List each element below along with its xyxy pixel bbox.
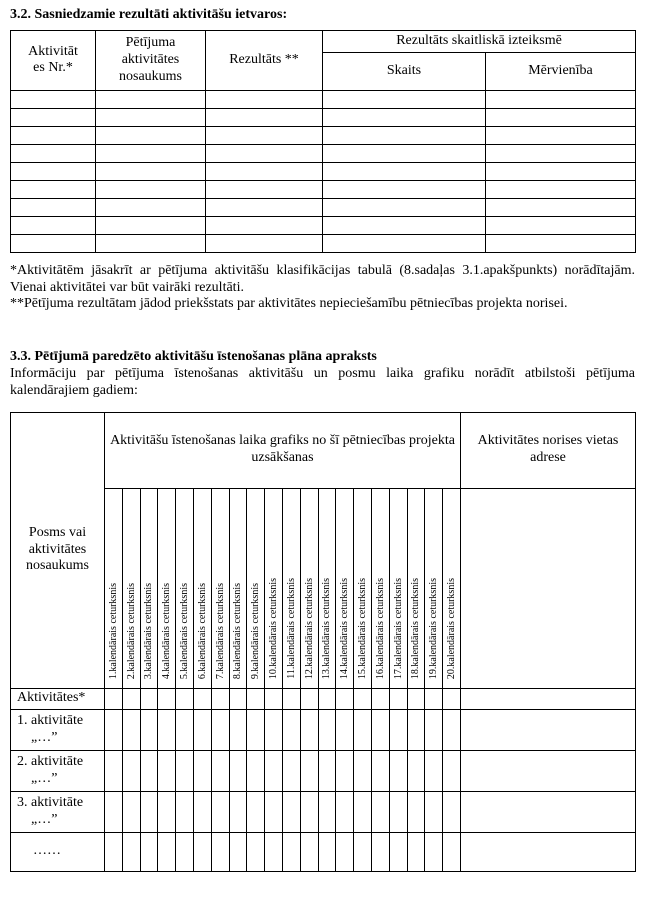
cell	[96, 126, 206, 144]
cell	[300, 750, 318, 791]
cell	[105, 832, 123, 871]
cell	[176, 750, 194, 791]
cell	[265, 832, 283, 871]
cell	[425, 750, 443, 791]
cell	[193, 709, 211, 750]
cell	[336, 709, 354, 750]
cell	[282, 750, 300, 791]
cell	[158, 750, 176, 791]
cell	[140, 791, 158, 832]
quarter-label-7: 7.kalendārais ceturksnis	[214, 582, 226, 679]
cell	[96, 90, 206, 108]
cell	[229, 750, 247, 791]
cell	[389, 709, 407, 750]
quarter-label-20: 20.kalendārais ceturksnis	[446, 577, 458, 679]
cell	[323, 144, 486, 162]
cell	[96, 198, 206, 216]
col-header-unit: Mērvienība	[486, 52, 636, 90]
cell	[265, 709, 283, 750]
quarter-label-1: 1.kalendārais ceturksnis	[107, 582, 119, 679]
cell	[425, 791, 443, 832]
quarter-label-2: 2.kalendārais ceturksnis	[125, 582, 137, 679]
cell	[247, 832, 265, 871]
cell	[486, 162, 636, 180]
activity-row-1	[11, 709, 636, 750]
cell	[354, 750, 372, 791]
cell	[323, 216, 486, 234]
cell	[282, 832, 300, 871]
empty-row	[11, 198, 636, 216]
empty-row	[11, 216, 636, 234]
cell	[193, 688, 211, 709]
footnote-1: *Aktivitātēm jāsakrīt ar pētījuma aktivitāšu klasifikācijas tabulā (8.sadaļas 3.1.apakšpunkts) norādītajām. Vienai aktivitātei var būt vairāki rezultāti.	[10, 262, 635, 295]
quarter-label-8: 8.kalendārais ceturksnis	[232, 582, 244, 679]
cell	[206, 126, 323, 144]
empty-row	[11, 162, 636, 180]
cell	[300, 688, 318, 709]
cell	[461, 832, 636, 871]
cell	[323, 234, 486, 252]
cell	[443, 832, 461, 871]
cell	[11, 216, 96, 234]
activity-2-label-cell	[11, 750, 105, 791]
cell	[323, 162, 486, 180]
cell	[486, 180, 636, 198]
cell	[265, 688, 283, 709]
activity-2-label: 2. aktivitāte	[17, 753, 84, 769]
ellipsis-label: ……	[33, 843, 61, 859]
cell	[282, 709, 300, 750]
cell	[140, 832, 158, 871]
quarter-cell	[247, 488, 265, 688]
cell	[300, 832, 318, 871]
quarter-header-row	[11, 488, 636, 688]
cell	[318, 791, 336, 832]
quarter-cell	[443, 488, 461, 688]
quarter-label-19: 19.kalendārais ceturksnis	[428, 577, 440, 679]
cell	[206, 108, 323, 126]
cell	[425, 709, 443, 750]
cell	[158, 688, 176, 709]
cell	[371, 688, 389, 709]
quarter-cell	[105, 488, 123, 688]
cell	[176, 688, 194, 709]
empty-row	[11, 180, 636, 198]
cell	[354, 688, 372, 709]
cell	[176, 791, 194, 832]
cell	[371, 791, 389, 832]
quarter-cell	[265, 488, 283, 688]
cell	[206, 198, 323, 216]
empty-row	[11, 108, 636, 126]
schedule-header-row	[11, 412, 636, 488]
quarter-cell	[371, 488, 389, 688]
cell	[176, 709, 194, 750]
cell	[122, 832, 140, 871]
cell	[158, 832, 176, 871]
empty-row	[11, 90, 636, 108]
quarter-cell	[158, 488, 176, 688]
quarter-cell	[425, 488, 443, 688]
section-3-2-heading: 3.2. Sasniedzamie rezultāti aktivitāšu ietvaros:	[10, 7, 288, 22]
cell	[96, 180, 206, 198]
cell	[105, 709, 123, 750]
cell	[354, 791, 372, 832]
cell	[371, 832, 389, 871]
cell	[407, 688, 425, 709]
cell	[211, 688, 229, 709]
quarter-label-14: 14.kalendārais ceturksnis	[339, 577, 351, 679]
quarter-label-12: 12.kalendārais ceturksnis	[303, 577, 315, 679]
quarter-label-16: 16.kalendārais ceturksnis	[374, 577, 386, 679]
cell	[122, 688, 140, 709]
cell	[486, 216, 636, 234]
cell	[96, 144, 206, 162]
cell	[193, 750, 211, 791]
cell	[206, 216, 323, 234]
cell	[247, 709, 265, 750]
quarter-cell	[354, 488, 372, 688]
col-header-result: Rezultāts **	[206, 30, 323, 90]
cell	[96, 216, 206, 234]
quarter-cell	[336, 488, 354, 688]
col-header-activity-nr	[11, 30, 96, 90]
quarter-label-13: 13.kalendārais ceturksnis	[321, 577, 333, 679]
empty-row	[11, 126, 636, 144]
cell	[486, 108, 636, 126]
quarter-label-9: 9.kalendārais ceturksnis	[250, 582, 262, 679]
cell	[323, 180, 486, 198]
schedule-table	[10, 412, 636, 872]
cell	[206, 144, 323, 162]
cell	[443, 688, 461, 709]
results-table	[10, 30, 636, 253]
cell	[486, 144, 636, 162]
cell	[193, 832, 211, 871]
cell	[211, 832, 229, 871]
quarter-cell	[193, 488, 211, 688]
ellipsis-label-cell	[11, 832, 105, 871]
cell	[96, 108, 206, 126]
cell	[389, 750, 407, 791]
cell	[122, 791, 140, 832]
cell	[389, 791, 407, 832]
quarter-cell	[140, 488, 158, 688]
cell	[425, 688, 443, 709]
quarter-cell	[407, 488, 425, 688]
activity-3-label: 3. aktivitāte	[17, 794, 84, 810]
cell	[300, 709, 318, 750]
results-table-header-row-1	[11, 30, 636, 52]
quarter-label-10: 10.kalendārais ceturksnis	[268, 577, 280, 679]
cell	[486, 198, 636, 216]
quarter-label-4: 4.kalendārais ceturksnis	[161, 582, 173, 679]
cell	[206, 90, 323, 108]
cell	[158, 791, 176, 832]
col-header-schedule-group: Aktivitāšu īstenošanas laika grafiks no šī pētniecības projekta uzsākšanas	[105, 412, 461, 488]
cell	[323, 108, 486, 126]
quarter-label-17: 17.kalendārais ceturksnis	[392, 577, 404, 679]
activity-1-quotes: „…”	[31, 729, 58, 745]
activities-section-label: Aktivitātes*	[11, 688, 105, 709]
quarter-label-6: 6.kalendārais ceturksnis	[196, 582, 208, 679]
empty-row	[11, 144, 636, 162]
cell	[105, 688, 123, 709]
cell	[282, 791, 300, 832]
cell	[96, 234, 206, 252]
cell	[336, 791, 354, 832]
activity-1-label: 1. aktivitāte	[17, 712, 84, 728]
quarter-label-15: 15.kalendārais ceturksnis	[357, 577, 369, 679]
quarter-cell	[282, 488, 300, 688]
cell	[336, 750, 354, 791]
cell	[443, 791, 461, 832]
cell	[11, 108, 96, 126]
cell	[211, 791, 229, 832]
cell	[140, 709, 158, 750]
section-3-3-intro: Informāciju par pētījuma īstenošanas aktivitāšu un posmu laika grafiku norādīt atbilstoši pētījuma kalendārajiem gadiem:	[10, 365, 635, 398]
activity-row-2	[11, 750, 636, 791]
cell	[105, 750, 123, 791]
cell	[461, 688, 636, 709]
cell	[407, 750, 425, 791]
cell	[318, 750, 336, 791]
cell	[486, 90, 636, 108]
cell	[206, 234, 323, 252]
ellipsis-row	[11, 832, 636, 871]
quarter-cell	[318, 488, 336, 688]
quarter-label-18: 18.kalendārais ceturksnis	[410, 577, 422, 679]
quarter-cell	[122, 488, 140, 688]
cell	[443, 709, 461, 750]
cell	[11, 180, 96, 198]
cell	[105, 791, 123, 832]
quarter-label-11: 11.kalendārais ceturksnis	[285, 578, 297, 679]
cell	[323, 90, 486, 108]
cell	[389, 688, 407, 709]
cell	[389, 832, 407, 871]
activity-3-label-cell	[11, 791, 105, 832]
cell	[140, 750, 158, 791]
col-header-activity-nr-line1: Aktivitāt	[28, 43, 78, 59]
quarter-cell	[229, 488, 247, 688]
cell	[247, 750, 265, 791]
cell	[354, 709, 372, 750]
cell	[461, 750, 636, 791]
cell	[206, 180, 323, 198]
cell	[229, 688, 247, 709]
cell	[158, 709, 176, 750]
cell	[443, 750, 461, 791]
activity-3-quotes: „…”	[31, 811, 58, 827]
cell	[265, 750, 283, 791]
cell	[486, 126, 636, 144]
cell	[323, 126, 486, 144]
address-header-empty-cell	[461, 488, 636, 688]
footnote-2: **Pētījuma rezultātam jādod priekšstats par aktivitātes nepieciešamību pētniecības projekta norisei.	[10, 296, 568, 312]
cell	[371, 750, 389, 791]
col-header-activity-name: Pētījuma aktivitātes nosaukums	[96, 30, 206, 90]
cell	[211, 709, 229, 750]
cell	[282, 688, 300, 709]
cell	[318, 832, 336, 871]
quarter-cell	[300, 488, 318, 688]
cell	[211, 750, 229, 791]
col-header-numeric-group: Rezultāts skaitliskā izteiksmē	[323, 30, 636, 52]
cell	[371, 709, 389, 750]
cell	[11, 234, 96, 252]
quarter-cell	[389, 488, 407, 688]
cell	[229, 791, 247, 832]
cell	[193, 791, 211, 832]
cell	[425, 832, 443, 871]
cell	[122, 709, 140, 750]
quarter-cell	[176, 488, 194, 688]
col-header-activity-nr-line2: es Nr.*	[33, 60, 73, 76]
cell	[354, 832, 372, 871]
quarter-label-3: 3.kalendārais ceturksnis	[143, 582, 155, 679]
activity-row-3	[11, 791, 636, 832]
cell	[336, 688, 354, 709]
cell	[11, 162, 96, 180]
cell	[407, 791, 425, 832]
cell	[11, 90, 96, 108]
cell	[229, 709, 247, 750]
cell	[122, 750, 140, 791]
quarter-cell	[211, 488, 229, 688]
activity-1-label-cell	[11, 709, 105, 750]
cell	[486, 234, 636, 252]
activity-2-quotes: „…”	[31, 770, 58, 786]
cell	[336, 832, 354, 871]
col-header-count: Skaits	[323, 52, 486, 90]
cell	[247, 791, 265, 832]
cell	[11, 144, 96, 162]
cell	[206, 162, 323, 180]
cell	[461, 791, 636, 832]
col-header-phase: Posms vai aktivitātes nosaukums	[11, 412, 105, 688]
cell	[407, 709, 425, 750]
cell	[461, 709, 636, 750]
cell	[300, 791, 318, 832]
section-3-3-heading: 3.3. Pētījumā paredzēto aktivitāšu īstenošanas plāna apraksts	[10, 349, 377, 365]
empty-row	[11, 234, 636, 252]
quarter-label-5: 5.kalendārais ceturksnis	[179, 582, 191, 679]
cell	[318, 709, 336, 750]
cell	[11, 126, 96, 144]
cell	[140, 688, 158, 709]
cell	[323, 198, 486, 216]
cell	[407, 832, 425, 871]
cell	[11, 198, 96, 216]
cell	[318, 688, 336, 709]
cell	[229, 832, 247, 871]
cell	[96, 162, 206, 180]
activities-section-row	[11, 688, 636, 709]
cell	[247, 688, 265, 709]
cell	[265, 791, 283, 832]
cell	[176, 832, 194, 871]
col-header-address: Aktivitātes norises vietas adrese	[461, 412, 636, 488]
